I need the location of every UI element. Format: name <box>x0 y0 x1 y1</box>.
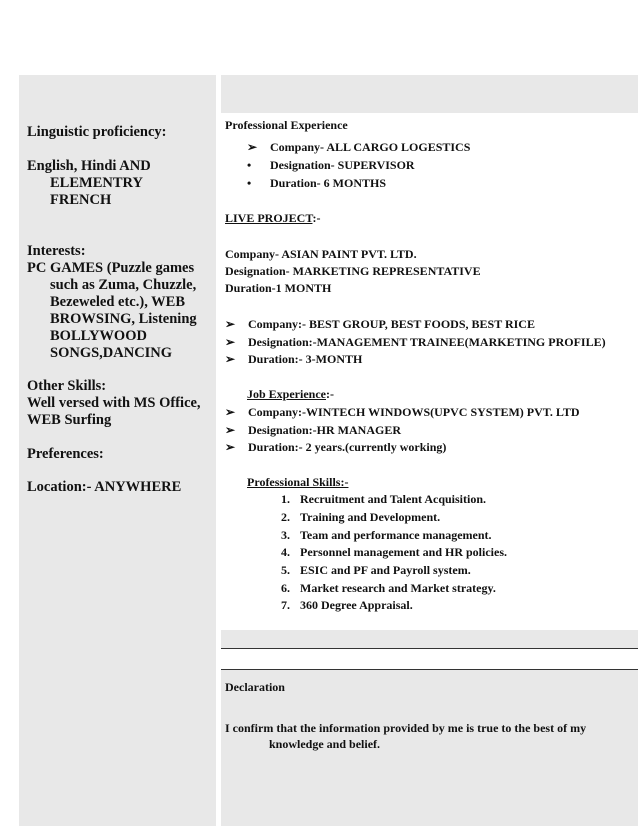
declaration-text: I confirm that the information provided by me is true to the best of my <box>225 721 587 735</box>
list-item: • Designation- SUPERVISOR <box>247 158 415 172</box>
other-skills-line: WEB Surfing <box>27 412 112 428</box>
declaration-text: knowledge and belief. <box>269 737 381 751</box>
other-skills-heading: Other Skills: <box>27 378 107 394</box>
list-item: ➢ Company:-WINTECH WINDOWS(UPVC SYSTEM) PVT. LTD <box>225 405 580 419</box>
arrow-bullet-icon: ➢ <box>225 423 236 437</box>
list-item: 4. Personnel management and HR policies. <box>281 545 507 559</box>
arrow-bullet-icon: ➢ <box>225 317 236 331</box>
list-item: 1. Recruitment and Talent Acquisition. <box>281 492 487 506</box>
interests-heading: Interests: <box>27 243 86 259</box>
live-project-duration: Duration-1 MONTH <box>225 281 332 295</box>
interests-line: SONGS,DANCING <box>50 345 173 361</box>
job-experience-heading: Job Experience:- <box>247 387 334 401</box>
arrow-bullet-icon: ➢ <box>225 352 236 366</box>
interests-line: BOLLYWOOD <box>50 328 147 344</box>
arrow-bullet-icon: ➢ <box>225 405 236 419</box>
declaration-heading: Declaration <box>225 680 285 694</box>
interests-line: Bezeweled etc.), WEB <box>50 294 186 310</box>
dot-bullet-icon: • <box>247 176 252 190</box>
arrow-bullet-icon: ➢ <box>225 335 236 349</box>
live-project-company: Company- ASIAN PAINT PVT. LTD. <box>225 247 417 261</box>
experience-header-band <box>221 75 638 113</box>
list-item: 7. 360 Degree Appraisal. <box>281 598 413 612</box>
preferences-heading: Preferences: <box>27 446 104 462</box>
dot-bullet-icon: • <box>247 158 252 172</box>
divider-line <box>221 648 638 649</box>
languages-line: English, Hindi AND <box>27 158 151 174</box>
languages-line: ELEMENTRY <box>50 175 143 191</box>
interests-line: such as Zuma, Chuzzle, <box>50 277 197 293</box>
linguistic-heading: Linguistic proficiency: <box>27 124 167 140</box>
arrow-bullet-icon: ➢ <box>247 140 258 154</box>
interests-line: BROWSING, Listening <box>50 311 197 327</box>
arrow-bullet-icon: ➢ <box>225 440 236 454</box>
experience-heading: Professional Experience <box>225 118 348 132</box>
list-item: 3. Team and performance management. <box>281 528 492 542</box>
separator-band <box>221 630 638 648</box>
live-project-heading: LIVE PROJECT:- <box>225 211 321 225</box>
languages-line: FRENCH <box>50 192 112 208</box>
list-item: ➢ Company- ALL CARGO LOGESTICS <box>247 140 471 154</box>
list-item: 6. Market research and Market strategy. <box>281 581 496 595</box>
interests-line: PC GAMES (Puzzle games <box>27 260 195 276</box>
location: Location:- ANYWHERE <box>27 479 182 495</box>
list-item: ➢ Designation:-MANAGEMENT TRAINEE(MARKETING PROFILE) <box>225 335 606 349</box>
list-item: ➢ Company:- BEST GROUP, BEST FOODS, BEST RICE <box>225 317 535 331</box>
list-item: ➢ Designation:-HR MANAGER <box>225 423 401 437</box>
list-item: 2. Training and Development. <box>281 510 441 524</box>
other-skills-line: Well versed with MS Office, <box>27 395 201 411</box>
list-item: 5. ESIC and PF and Payroll system. <box>281 563 471 577</box>
list-item: • Duration- 6 MONTHS <box>247 176 387 190</box>
live-project-designation: Designation- MARKETING REPRESENTATIVE <box>225 264 481 278</box>
list-item: ➢ Duration:- 3-MONTH <box>225 352 363 366</box>
list-item: ➢ Duration:- 2 years.(currently working) <box>225 440 447 454</box>
professional-skills-heading: Professional Skills:- <box>247 475 349 489</box>
